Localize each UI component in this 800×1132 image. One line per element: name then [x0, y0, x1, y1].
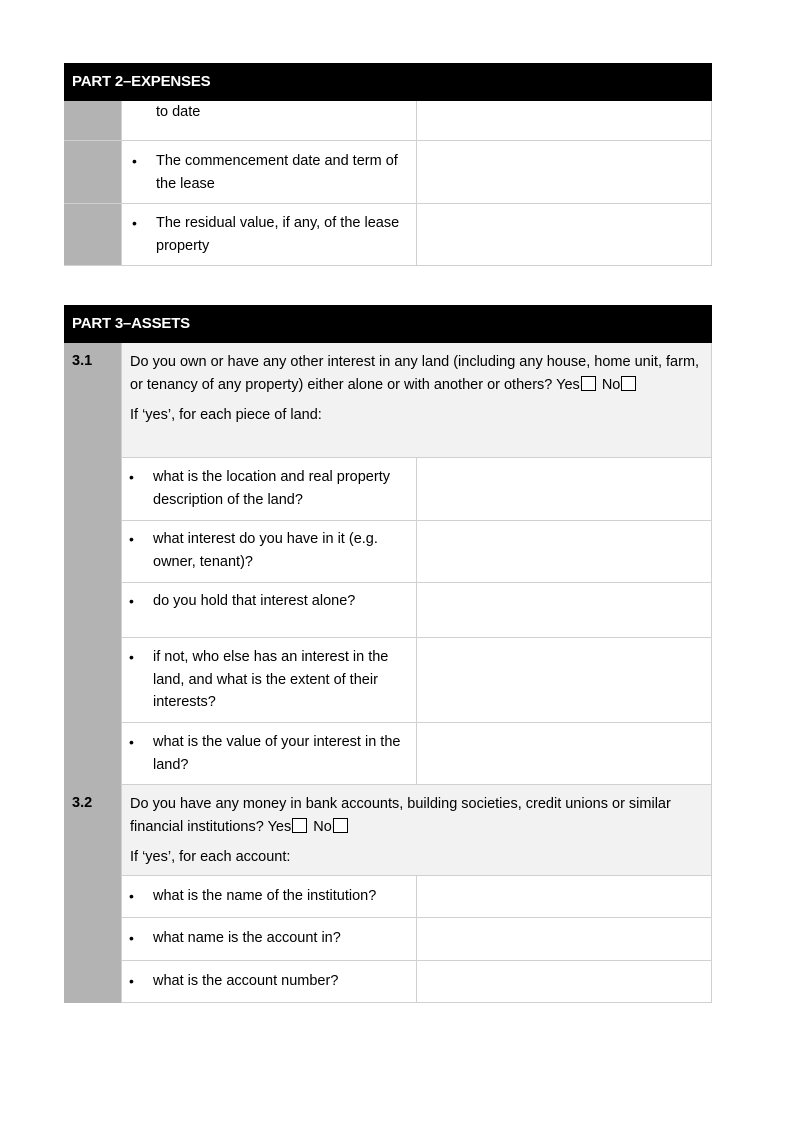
- table-row: [121, 638, 712, 723]
- answer-cell[interactable]: [417, 141, 712, 203]
- answer-cell[interactable]: [417, 583, 712, 637]
- table-row: [121, 458, 712, 521]
- no-checkbox[interactable]: [621, 376, 636, 391]
- table-row: [64, 204, 712, 266]
- question-cell: [121, 521, 417, 582]
- section-3-2: [64, 785, 712, 1003]
- part3-table: [64, 305, 712, 1003]
- yes-label: Yes: [556, 376, 580, 393]
- section-body: [121, 785, 712, 1003]
- number-cell: [64, 141, 121, 203]
- bullet: •: [132, 215, 137, 231]
- question-cell: [121, 638, 417, 722]
- answer-cell[interactable]: [417, 723, 712, 784]
- table-row: [121, 961, 712, 1003]
- table-row: [121, 521, 712, 583]
- table-row: [121, 918, 712, 961]
- question-text: what is the value of your interest in the land?: [153, 734, 401, 773]
- question-text: what is the name of the institution?: [153, 888, 377, 904]
- bullet: •: [129, 531, 134, 547]
- question-text: do you hold that interest alone?: [153, 593, 356, 609]
- bullet: •: [129, 734, 134, 750]
- bullet: •: [129, 973, 134, 989]
- bullet: •: [129, 930, 134, 946]
- question-text: what name is the account in?: [153, 930, 341, 946]
- question-text: what is the account number?: [153, 973, 339, 989]
- question-text: to date: [156, 104, 201, 120]
- table-row: [64, 101, 712, 141]
- answer-cell[interactable]: [417, 521, 712, 582]
- yes-label: Yes: [267, 818, 292, 835]
- answer-cell[interactable]: [417, 638, 712, 722]
- bullet: •: [129, 888, 134, 904]
- question-cell: [121, 204, 417, 265]
- bullet: •: [129, 469, 134, 485]
- question-text: The residual value, if any, of the lease property: [156, 215, 400, 254]
- answer-cell[interactable]: [417, 918, 712, 960]
- question-text: what interest do you have in it (e.g. owner, tenant)?: [153, 531, 378, 570]
- question-text: Do you own or have any other interest in any land (including any house, home unit, farm, or tenancy of any property) either alone or with another or others?: [130, 354, 700, 393]
- question-cell: [121, 101, 417, 140]
- question-text: if not, who else has an interest in the land, and what is the extent of their interests?: [153, 649, 389, 710]
- question-cell: [121, 343, 712, 457]
- bullet: •: [129, 593, 134, 609]
- answer-cell[interactable]: [417, 458, 712, 520]
- yes-checkbox[interactable]: [292, 818, 307, 833]
- answer-cell[interactable]: [417, 961, 712, 1002]
- no-checkbox[interactable]: [333, 818, 348, 833]
- yes-checkbox[interactable]: [581, 376, 596, 391]
- follow-text: If ‘yes’, for each piece of land:: [130, 407, 322, 423]
- section-number: 3.1: [64, 343, 121, 785]
- question-text: The commencement date and term of the lease: [156, 153, 398, 192]
- bullet: •: [132, 153, 137, 169]
- part2-header: PART 2–EXPENSES: [64, 63, 712, 101]
- answer-cell[interactable]: [417, 876, 712, 917]
- question-cell: [121, 918, 417, 960]
- question-cell: [121, 723, 417, 784]
- question-cell: [121, 458, 417, 520]
- question-row: [121, 785, 712, 876]
- table-row: [121, 583, 712, 638]
- no-label: No: [313, 818, 332, 835]
- question-text: Do you have any money in bank accounts, building societies, credit unions or similar financial institutions?: [130, 796, 671, 835]
- question-cell: [121, 961, 417, 1002]
- part3-header: PART 3–ASSETS: [64, 305, 712, 343]
- part2-table: [64, 63, 712, 266]
- table-row: [121, 723, 712, 785]
- section-number: 3.2: [64, 785, 121, 1003]
- number-cell: [64, 101, 121, 140]
- question-text: what is the location and real property description of the land?: [153, 469, 390, 508]
- question-cell: [121, 876, 417, 917]
- question-cell: [121, 141, 417, 203]
- section-3-1: [64, 343, 712, 785]
- bullet: •: [129, 649, 134, 665]
- number-cell: [64, 204, 121, 265]
- question-cell: [121, 583, 417, 637]
- answer-cell[interactable]: [417, 204, 712, 265]
- table-row: [121, 876, 712, 918]
- table-row: [64, 141, 712, 204]
- section-body: [121, 343, 712, 785]
- follow-text: If ‘yes’, for each account:: [130, 849, 291, 865]
- question-cell: [121, 785, 712, 875]
- answer-cell[interactable]: [417, 101, 712, 140]
- no-label: No: [601, 376, 621, 393]
- question-row: [121, 343, 712, 458]
